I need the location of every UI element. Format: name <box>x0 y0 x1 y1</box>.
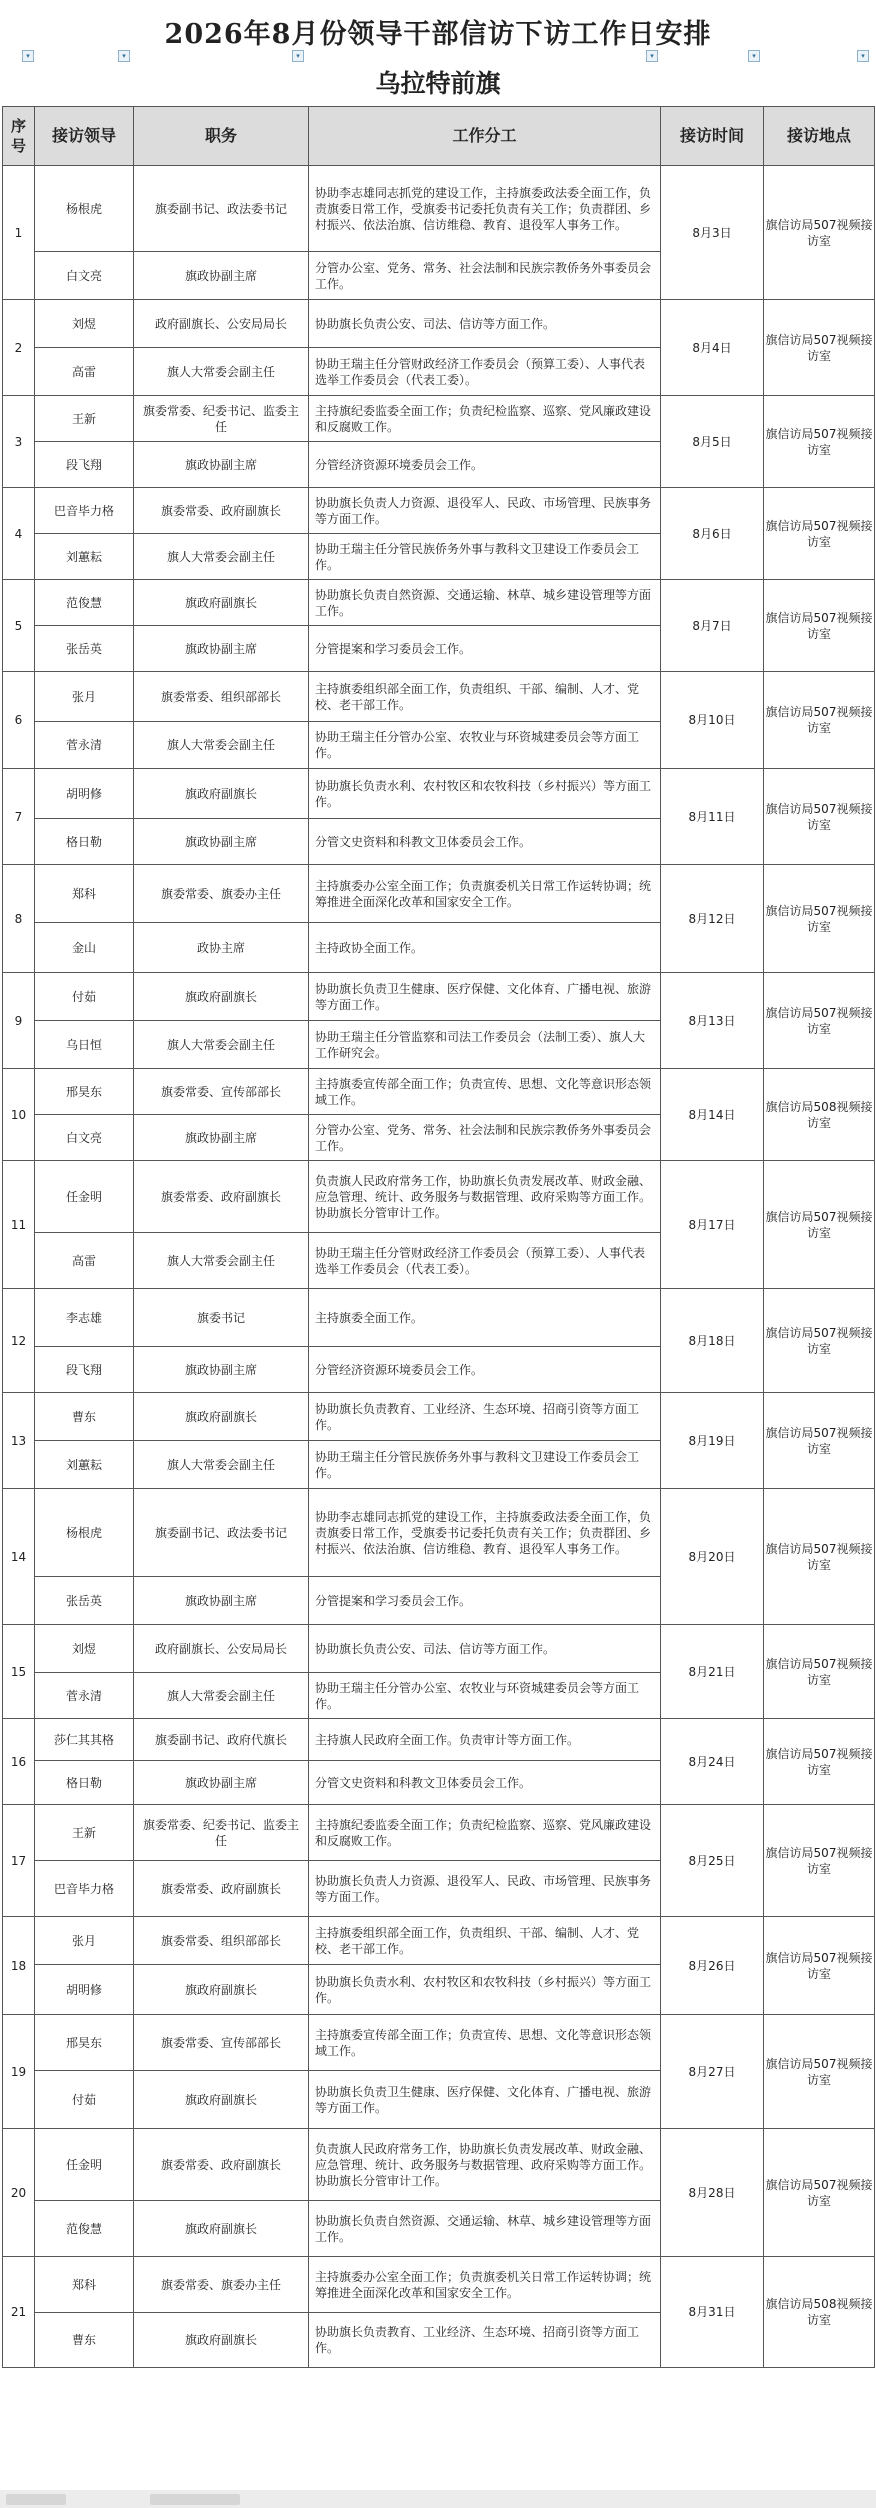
post-cell: 旗委常委、旗委办主任 <box>134 2257 309 2313</box>
sheet-status-bar <box>0 2490 876 2508</box>
filter-dropdown-icon[interactable]: ▾ <box>748 50 760 62</box>
leader-name-cell: 张岳英 <box>35 1577 134 1625</box>
leader-name-cell: 刘煜 <box>35 1625 134 1673</box>
duty-cell: 主持政协全面工作。 <box>309 923 661 973</box>
seq-cell: 13 <box>3 1393 35 1489</box>
duty-cell: 主持旗委组织部全面工作，负责组织、干部、编制、人才、党校、老干部工作。 <box>309 672 661 722</box>
table-row <box>3 1289 875 1347</box>
seq-cell: 5 <box>3 580 35 672</box>
duty-cell: 协助王瑞主任分管财政经济工作委员会（预算工委）、人事代表选举工作委员会（代表工委）。 <box>309 348 661 396</box>
filter-dropdown-icon[interactable]: ▾ <box>118 50 130 62</box>
place-cell: 旗信访局508视频接访室 <box>764 1069 875 1161</box>
leader-name-cell: 邢昊东 <box>35 2015 134 2071</box>
duty-cell: 分管办公室、党务、常务、社会法制和民族宗教侨务外事委员会工作。 <box>309 252 661 300</box>
duty-cell: 协助王瑞主任分管民族侨务外事与教科文卫建设工作委员会工作。 <box>309 534 661 580</box>
leader-name-cell: 高雷 <box>35 1233 134 1289</box>
table-row <box>3 166 875 252</box>
date-cell: 8月27日 <box>661 2015 764 2129</box>
table-row <box>3 2015 875 2071</box>
seq-cell: 7 <box>3 769 35 865</box>
leader-name-cell: 莎仁其其格 <box>35 1719 134 1761</box>
leader-name-cell: 李志雄 <box>35 1289 134 1347</box>
place-cell: 旗信访局507视频接访室 <box>764 1489 875 1625</box>
post-cell: 旗政协副主席 <box>134 1347 309 1393</box>
leader-name-cell: 张月 <box>35 1917 134 1965</box>
post-cell: 旗政府副旗长 <box>134 580 309 626</box>
post-cell: 旗委书记 <box>134 1289 309 1347</box>
date-cell: 8月31日 <box>661 2257 764 2368</box>
post-cell: 旗政协副主席 <box>134 1761 309 1805</box>
duty-cell: 主持旗纪委监委全面工作；负责纪检监察、巡察、党风廉政建设和反腐败工作。 <box>309 1805 661 1861</box>
date-cell: 8月26日 <box>661 1917 764 2015</box>
duty-cell: 协助旗长负责自然资源、交通运输、林草、城乡建设管理等方面工作。 <box>309 580 661 626</box>
leader-name-cell: 邢昊东 <box>35 1069 134 1115</box>
header-seq: 序号 <box>3 107 35 166</box>
place-cell: 旗信访局507视频接访室 <box>764 1393 875 1489</box>
leader-name-cell: 王新 <box>35 396 134 442</box>
header-duty: 工作分工 <box>309 107 661 166</box>
table-row <box>3 1625 875 1673</box>
duty-cell: 分管文史资料和科教文卫体委员会工作。 <box>309 819 661 865</box>
column-filter-bar <box>0 50 876 64</box>
post-cell: 政府副旗长、公安局局长 <box>134 1625 309 1673</box>
post-cell: 旗委副书记、政法委书记 <box>134 1489 309 1577</box>
duty-cell: 协助旗长负责教育、工业经济、生态环境、招商引资等方面工作。 <box>309 2313 661 2368</box>
duty-cell: 协助旗长负责公安、司法、信访等方面工作。 <box>309 1625 661 1673</box>
duty-cell: 分管提案和学习委员会工作。 <box>309 626 661 672</box>
post-cell: 旗委常委、政府副旗长 <box>134 1861 309 1917</box>
post-cell: 旗政府副旗长 <box>134 2201 309 2257</box>
duty-cell: 分管经济资源环境委员会工作。 <box>309 1347 661 1393</box>
post-cell: 旗政协副主席 <box>134 1115 309 1161</box>
leader-name-cell: 郑科 <box>35 2257 134 2313</box>
duty-cell: 协助旗长负责水利、农村牧区和农牧科技（乡村振兴）等方面工作。 <box>309 769 661 819</box>
place-cell: 旗信访局507视频接访室 <box>764 1289 875 1393</box>
duty-cell: 主持旗委宣传部全面工作；负责宣传、思想、文化等意识形态领域工作。 <box>309 2015 661 2071</box>
header-date: 接访时间 <box>661 107 764 166</box>
seq-cell: 10 <box>3 1069 35 1161</box>
leader-name-cell: 刘煜 <box>35 300 134 348</box>
post-cell: 政府副旗长、公安局局长 <box>134 300 309 348</box>
duty-cell: 协助旗长负责自然资源、交通运输、林草、城乡建设管理等方面工作。 <box>309 2201 661 2257</box>
date-cell: 8月7日 <box>661 580 764 672</box>
duty-cell: 协助王瑞主任分管财政经济工作委员会（预算工委）、人事代表选举工作委员会（代表工委）。 <box>309 1233 661 1289</box>
duty-cell: 负责旗人民政府常务工作，协助旗长负责发展改革、财政金融、应急管理、统计、政务服务与数据管理、政府采购等方面工作。协助旗长分管审计工作。 <box>309 2129 661 2201</box>
leader-name-cell: 张岳英 <box>35 626 134 672</box>
filter-dropdown-icon[interactable]: ▾ <box>857 50 869 62</box>
duty-cell: 协助旗长负责水利、农村牧区和农牧科技（乡村振兴）等方面工作。 <box>309 1965 661 2015</box>
table-header-row <box>3 107 875 166</box>
date-cell: 8月28日 <box>661 2129 764 2257</box>
post-cell: 旗委副书记、政府代旗长 <box>134 1719 309 1761</box>
date-cell: 8月25日 <box>661 1805 764 1917</box>
place-cell: 旗信访局507视频接访室 <box>764 1917 875 2015</box>
duty-cell: 协助旗长负责卫生健康、医疗保健、文化体育、广播电视、旅游等方面工作。 <box>309 973 661 1021</box>
table-row <box>3 1917 875 1965</box>
table-row <box>3 1393 875 1441</box>
post-cell: 旗政协副主席 <box>134 1577 309 1625</box>
leader-name-cell: 高雷 <box>35 348 134 396</box>
place-cell: 旗信访局507视频接访室 <box>764 769 875 865</box>
duty-cell: 协助旗长负责人力资源、退役军人、民政、市场管理、民族事务等方面工作。 <box>309 1861 661 1917</box>
horizontal-scrollbar[interactable] <box>150 2494 240 2505</box>
post-cell: 旗委常委、纪委书记、监委主任 <box>134 1805 309 1861</box>
seq-cell: 20 <box>3 2129 35 2257</box>
place-cell: 旗信访局507视频接访室 <box>764 166 875 300</box>
place-cell: 旗信访局507视频接访室 <box>764 488 875 580</box>
post-cell: 旗政协副主席 <box>134 442 309 488</box>
leader-name-cell: 刘蕙耘 <box>35 1441 134 1489</box>
date-cell: 8月5日 <box>661 396 764 488</box>
seq-cell: 3 <box>3 396 35 488</box>
post-cell: 旗人大常委会副主任 <box>134 534 309 580</box>
post-cell: 旗人大常委会副主任 <box>134 1441 309 1489</box>
date-cell: 8月14日 <box>661 1069 764 1161</box>
seq-cell: 17 <box>3 1805 35 1917</box>
leader-name-cell: 白文亮 <box>35 1115 134 1161</box>
seq-cell: 16 <box>3 1719 35 1805</box>
post-cell: 旗委常委、旗委办主任 <box>134 865 309 923</box>
document-title: 2026年8月份领导干部信访下访工作日安排 <box>164 19 712 50</box>
leader-name-cell: 任金明 <box>35 1161 134 1233</box>
leader-name-cell: 付茹 <box>35 973 134 1021</box>
table-row <box>3 2129 875 2201</box>
leader-name-cell: 白文亮 <box>35 252 134 300</box>
table-row <box>3 672 875 722</box>
duty-cell: 分管提案和学习委员会工作。 <box>309 1577 661 1625</box>
duty-cell: 协助王瑞主任分管监察和司法工作委员会（法制工委）、旗人大工作研究会。 <box>309 1021 661 1069</box>
place-cell: 旗信访局507视频接访室 <box>764 973 875 1069</box>
leader-name-cell: 菅永清 <box>35 1673 134 1719</box>
seq-cell: 14 <box>3 1489 35 1625</box>
duty-cell: 协助王瑞主任分管办公室、农牧业与环资城建委员会等方面工作。 <box>309 722 661 769</box>
leader-name-cell: 杨根虎 <box>35 166 134 252</box>
filter-dropdown-icon[interactable]: ▾ <box>292 50 304 62</box>
table-row <box>3 1161 875 1233</box>
post-cell: 旗委常委、纪委书记、监委主任 <box>134 396 309 442</box>
leader-name-cell: 杨根虎 <box>35 1489 134 1577</box>
leader-name-cell: 张月 <box>35 672 134 722</box>
duty-cell: 主持旗人民政府全面工作。负责审计等方面工作。 <box>309 1719 661 1761</box>
table-row <box>3 580 875 626</box>
post-cell: 旗委常委、组织部部长 <box>134 672 309 722</box>
filter-dropdown-icon[interactable]: ▾ <box>646 50 658 62</box>
header-leader: 接访领导 <box>35 107 134 166</box>
leader-name-cell: 格日勒 <box>35 1761 134 1805</box>
place-cell: 旗信访局507视频接访室 <box>764 1719 875 1805</box>
table-row <box>3 1069 875 1115</box>
duty-cell: 协助旗长负责人力资源、退役军人、民政、市场管理、民族事务等方面工作。 <box>309 488 661 534</box>
place-cell: 旗信访局508视频接访室 <box>764 2257 875 2368</box>
seq-cell: 15 <box>3 1625 35 1719</box>
date-cell: 8月19日 <box>661 1393 764 1489</box>
duty-cell: 负责旗人民政府常务工作，协助旗长负责发展改革、财政金融、应急管理、统计、政务服务与数据管理、政府采购等方面工作。协助旗长分管审计工作。 <box>309 1161 661 1233</box>
table-row <box>3 488 875 534</box>
date-cell: 8月24日 <box>661 1719 764 1805</box>
seq-cell: 6 <box>3 672 35 769</box>
date-cell: 8月11日 <box>661 769 764 865</box>
header-place: 接访地点 <box>764 107 875 166</box>
seq-cell: 2 <box>3 300 35 396</box>
date-cell: 8月3日 <box>661 166 764 300</box>
leader-name-cell: 任金明 <box>35 2129 134 2201</box>
leader-name-cell: 刘蕙耘 <box>35 534 134 580</box>
table-row <box>3 396 875 442</box>
post-cell: 旗政府副旗长 <box>134 2313 309 2368</box>
table-row <box>3 865 875 923</box>
date-cell: 8月12日 <box>661 865 764 973</box>
header-post: 职务 <box>134 107 309 166</box>
duty-cell: 协助王瑞主任分管民族侨务外事与教科文卫建设工作委员会工作。 <box>309 1441 661 1489</box>
leader-name-cell: 范俊慧 <box>35 580 134 626</box>
place-cell: 旗信访局507视频接访室 <box>764 865 875 973</box>
table-row <box>3 300 875 348</box>
duty-cell: 主持旗委组织部全面工作，负责组织、干部、编制、人才、党校、老干部工作。 <box>309 1917 661 1965</box>
place-cell: 旗信访局507视频接访室 <box>764 2015 875 2129</box>
seq-cell: 12 <box>3 1289 35 1393</box>
date-cell: 8月17日 <box>661 1161 764 1289</box>
post-cell: 旗委常委、组织部部长 <box>134 1917 309 1965</box>
table-row <box>3 973 875 1021</box>
seq-cell: 9 <box>3 973 35 1069</box>
leader-name-cell: 段飞翔 <box>35 1347 134 1393</box>
post-cell: 旗政府副旗长 <box>134 2071 309 2129</box>
place-cell: 旗信访局507视频接访室 <box>764 396 875 488</box>
duty-cell: 分管办公室、党务、常务、社会法制和民族宗教侨务外事委员会工作。 <box>309 1115 661 1161</box>
post-cell: 旗政府副旗长 <box>134 1393 309 1441</box>
date-cell: 8月4日 <box>661 300 764 396</box>
seq-cell: 4 <box>3 488 35 580</box>
place-cell: 旗信访局507视频接访室 <box>764 1805 875 1917</box>
date-cell: 8月18日 <box>661 1289 764 1393</box>
duty-cell: 分管文史资料和科教文卫体委员会工作。 <box>309 1761 661 1805</box>
duty-cell: 主持旗纪委监委全面工作；负责纪检监察、巡察、党风廉政建设和反腐败工作。 <box>309 396 661 442</box>
post-cell: 旗委常委、政府副旗长 <box>134 2129 309 2201</box>
place-cell: 旗信访局507视频接访室 <box>764 1625 875 1719</box>
date-cell: 8月10日 <box>661 672 764 769</box>
duty-cell: 分管经济资源环境委员会工作。 <box>309 442 661 488</box>
post-cell: 旗政府副旗长 <box>134 1965 309 2015</box>
leader-name-cell: 郑科 <box>35 865 134 923</box>
post-cell: 旗委副书记、政法委书记 <box>134 166 309 252</box>
post-cell: 旗人大常委会副主任 <box>134 1021 309 1069</box>
date-cell: 8月21日 <box>661 1625 764 1719</box>
leader-name-cell: 段飞翔 <box>35 442 134 488</box>
seq-cell: 19 <box>3 2015 35 2129</box>
seq-cell: 1 <box>3 166 35 300</box>
post-cell: 旗人大常委会副主任 <box>134 1673 309 1719</box>
place-cell: 旗信访局507视频接访室 <box>764 300 875 396</box>
leader-name-cell: 菅永清 <box>35 722 134 769</box>
sheet-tab[interactable] <box>6 2494 66 2505</box>
leader-name-cell: 巴音毕力格 <box>35 488 134 534</box>
post-cell: 旗政协副主席 <box>134 626 309 672</box>
document-subtitle: 乌拉特前旗 <box>375 69 501 98</box>
date-cell: 8月6日 <box>661 488 764 580</box>
seq-cell: 11 <box>3 1161 35 1289</box>
filter-dropdown-icon[interactable]: ▾ <box>22 50 34 62</box>
table-row <box>3 2257 875 2313</box>
post-cell: 旗委常委、宣传部部长 <box>134 2015 309 2071</box>
table-row <box>3 1719 875 1761</box>
leader-name-cell: 巴音毕力格 <box>35 1861 134 1917</box>
leader-name-cell: 曹东 <box>35 1393 134 1441</box>
post-cell: 旗人大常委会副主任 <box>134 1233 309 1289</box>
schedule-table <box>2 106 875 2368</box>
date-cell: 8月20日 <box>661 1489 764 1625</box>
leader-name-cell: 乌日恒 <box>35 1021 134 1069</box>
leader-name-cell: 金山 <box>35 923 134 973</box>
duty-cell: 协助王瑞主任分管办公室、农牧业与环资城建委员会等方面工作。 <box>309 1673 661 1719</box>
leader-name-cell: 曹东 <box>35 2313 134 2368</box>
duty-cell: 协助旗长负责公安、司法、信访等方面工作。 <box>309 300 661 348</box>
place-cell: 旗信访局507视频接访室 <box>764 1161 875 1289</box>
duty-cell: 协助李志雄同志抓党的建设工作，主持旗委政法委全面工作，负责旗委日常工作，受旗委书记委托负责有关工作；负责群团、乡村振兴、依法治旗、信访维稳、教育、退役军人事务工作。 <box>309 166 661 252</box>
duty-cell: 协助旗长负责教育、工业经济、生态环境、招商引资等方面工作。 <box>309 1393 661 1441</box>
place-cell: 旗信访局507视频接访室 <box>764 672 875 769</box>
place-cell: 旗信访局507视频接访室 <box>764 2129 875 2257</box>
seq-cell: 18 <box>3 1917 35 2015</box>
post-cell: 旗人大常委会副主任 <box>134 722 309 769</box>
seq-cell: 21 <box>3 2257 35 2368</box>
table-row <box>3 1805 875 1861</box>
post-cell: 旗政协副主席 <box>134 252 309 300</box>
place-cell: 旗信访局507视频接访室 <box>764 580 875 672</box>
post-cell: 政协主席 <box>134 923 309 973</box>
seq-cell: 8 <box>3 865 35 973</box>
leader-name-cell: 范俊慧 <box>35 2201 134 2257</box>
date-cell: 8月13日 <box>661 973 764 1069</box>
duty-cell: 主持旗委宣传部全面工作；负责宣传、思想、文化等意识形态领域工作。 <box>309 1069 661 1115</box>
leader-name-cell: 胡明修 <box>35 1965 134 2015</box>
post-cell: 旗委常委、政府副旗长 <box>134 488 309 534</box>
leader-name-cell: 胡明修 <box>35 769 134 819</box>
post-cell: 旗政府副旗长 <box>134 769 309 819</box>
duty-cell: 协助旗长负责卫生健康、医疗保健、文化体育、广播电视、旅游等方面工作。 <box>309 2071 661 2129</box>
duty-cell: 主持旗委办公室全面工作；负责旗委机关日常工作运转协调；统筹推进全面深化改革和国家安全工作。 <box>309 865 661 923</box>
leader-name-cell: 格日勒 <box>35 819 134 865</box>
leader-name-cell: 王新 <box>35 1805 134 1861</box>
post-cell: 旗委常委、政府副旗长 <box>134 1161 309 1233</box>
leader-name-cell: 付茹 <box>35 2071 134 2129</box>
post-cell: 旗政府副旗长 <box>134 973 309 1021</box>
post-cell: 旗委常委、宣传部部长 <box>134 1069 309 1115</box>
table-row <box>3 1489 875 1577</box>
table-row <box>3 769 875 819</box>
post-cell: 旗政协副主席 <box>134 819 309 865</box>
duty-cell: 主持旗委全面工作。 <box>309 1289 661 1347</box>
duty-cell: 协助李志雄同志抓党的建设工作，主持旗委政法委全面工作，负责旗委日常工作，受旗委书记委托负责有关工作；负责群团、乡村振兴、依法治旗、信访维稳、教育、退役军人事务工作。 <box>309 1489 661 1577</box>
duty-cell: 主持旗委办公室全面工作；负责旗委机关日常工作运转协调；统筹推进全面深化改革和国家安全工作。 <box>309 2257 661 2313</box>
post-cell: 旗人大常委会副主任 <box>134 348 309 396</box>
